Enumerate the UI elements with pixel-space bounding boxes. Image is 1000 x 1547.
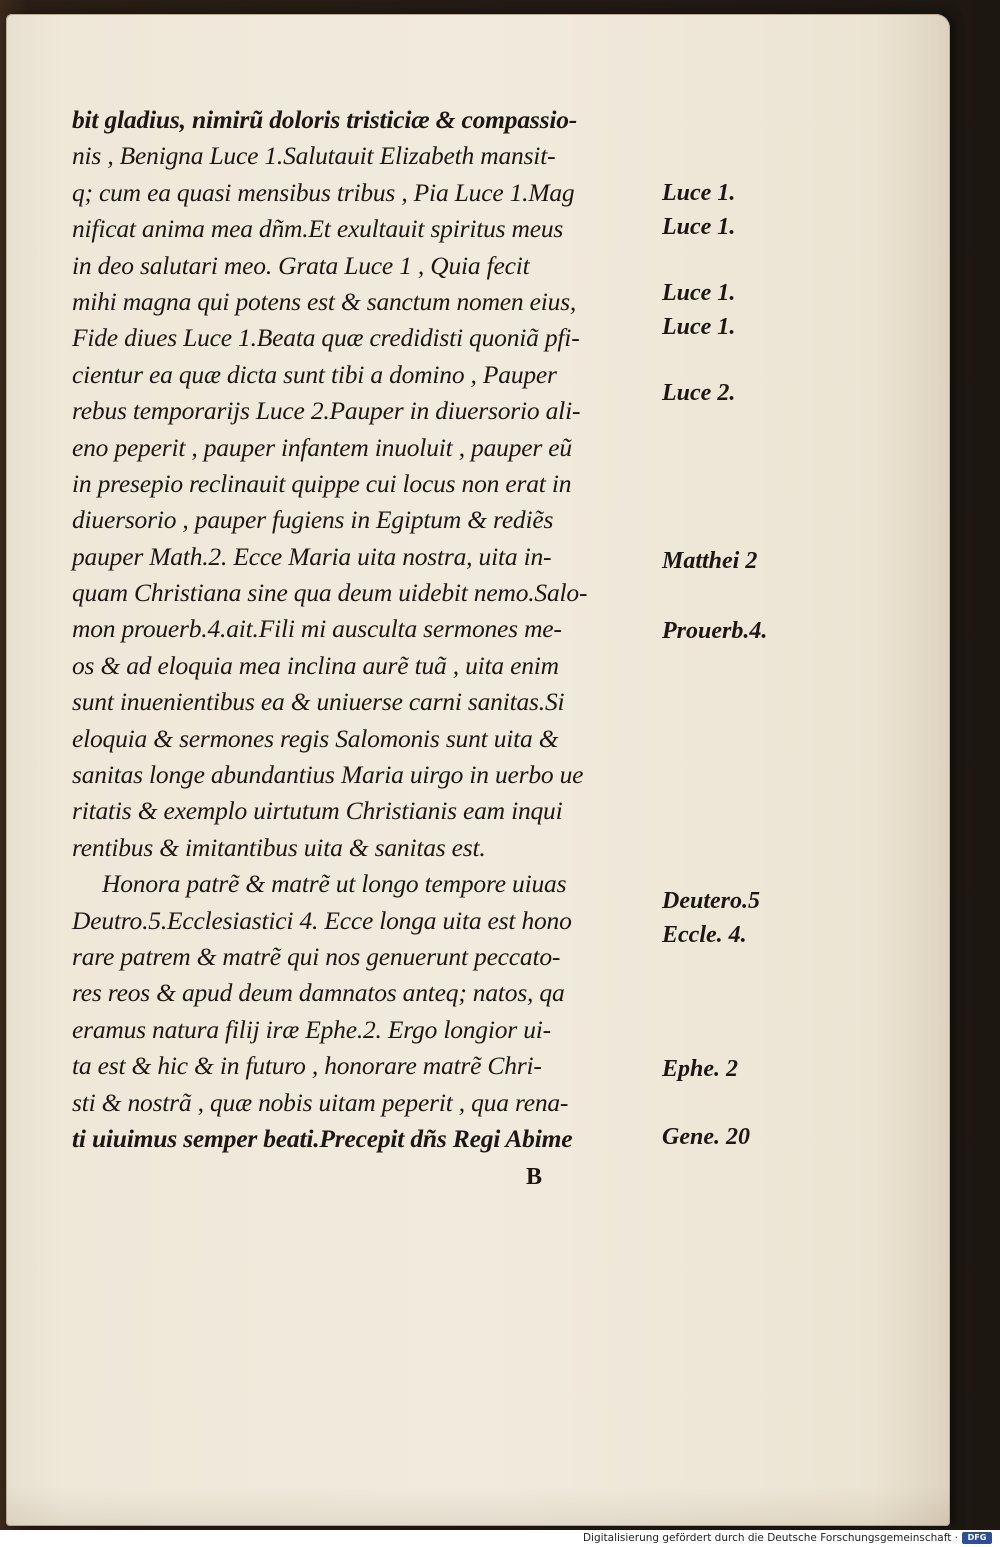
text-line: rentibus & imitantibus uita & sanitas est.	[72, 832, 486, 862]
funding-credit: Digitalisierung gefördert durch die Deutsche Forschungsgemeinschaft ·	[582, 1532, 958, 1544]
text-line: Honora patrẽ & matrẽ ut longo tempore uiuas	[102, 869, 567, 899]
margin-note: Matthei 2	[662, 548, 758, 574]
signature-mark: B	[526, 1164, 543, 1190]
dfg-logo-icon: DFG	[962, 1532, 992, 1544]
margin-note: Luce 1.	[662, 214, 736, 240]
text-line: nis , Benigna Luce 1.Salutauit Elizabeth mansit-	[72, 141, 556, 171]
text-line: rebus temporarijs Luce 2.Pauper in diuersorio ali-	[72, 396, 581, 426]
text-line: diuersorio , pauper fugiens in Egiptum & rediẽs	[72, 505, 554, 535]
text-line: mon prouerb.4.ait.Fili mi ausculta sermones me-	[72, 614, 562, 644]
text-line: cientur ea quæ dicta sunt tibi a domino , Pauper	[72, 359, 557, 389]
margin-note: Gene. 20	[662, 1124, 750, 1150]
text-line: sti & nostrã , quæ nobis uitam peperit , qua rena-	[72, 1087, 569, 1117]
text-line: bit gladius, nimirũ doloris tristiciæ & compassio-	[72, 105, 578, 134]
margin-note: Luce 1.	[662, 280, 736, 306]
margin-note: Deutero.5	[662, 888, 760, 914]
margin-note: Luce 1.	[662, 314, 736, 340]
text-line: ritatis & exemplo uirtutum Christianis eam inqui	[72, 796, 563, 826]
margin-note: Ephe. 2	[662, 1056, 739, 1082]
text-line: rare patrem & matrẽ qui nos genuerunt peccato-	[72, 941, 561, 971]
text-line: in presepio reclinauit quippe cui locus non erat in	[72, 468, 572, 498]
margin-note: Luce 1.	[662, 180, 736, 206]
margin-note: Prouerb.4.	[662, 618, 768, 644]
margin-note: Eccle. 4.	[662, 922, 747, 948]
text-line: ti uiuimus semper beati.Precepit dñs Regi Abime	[72, 1123, 573, 1153]
text-line: q; cum ea quasi mensibus tribus , Pia Luce 1.Mag	[72, 177, 575, 207]
text-line: sanitas longe abundantius Maria uirgo in uerbo ue	[72, 760, 584, 790]
text-line: os & ad eloquia mea inclina aurẽ tuã , uita enim	[72, 650, 559, 680]
text-line: ta est & hic & in futuro , honorare matrẽ Chri-	[72, 1051, 542, 1081]
text-line: pauper Math.2. Ecce Maria uita nostra, uita in-	[72, 541, 552, 571]
text-line: mihi magna qui potens est & sanctum nomen eius,	[72, 286, 577, 316]
margin-note: Luce 2.	[662, 380, 736, 406]
text-line: quam Christiana sine qua deum uidebit nemo.Salo-	[72, 578, 588, 608]
text-line: eloquia & sermones regis Salomonis sunt uita &	[72, 723, 559, 753]
text-line: eramus natura filij iræ Ephe.2. Ergo longior ui-	[72, 1014, 551, 1044]
text-line: sunt inuenientibus ea & uniuerse carni sanitas.Si	[72, 687, 565, 717]
main-text-block	[72, 102, 662, 1157]
text-line: res reos & apud deum damnatos anteq; natos, qa	[72, 978, 565, 1008]
text-line: Deutro.5.Ecclesiastici 4. Ecce longa uita est hono	[72, 905, 572, 935]
text-line: in deo salutari meo. Grata Luce 1 , Quia fecit	[72, 250, 530, 280]
text-line: Fide diues Luce 1.Beata quæ credidisti quoniã pfi-	[72, 323, 580, 353]
text-line: nificat anima mea dñm.Et exultauit spiritus meus	[72, 214, 564, 244]
text-line: eno peperit , pauper infantem inuoluit , pauper eũ	[72, 432, 572, 462]
